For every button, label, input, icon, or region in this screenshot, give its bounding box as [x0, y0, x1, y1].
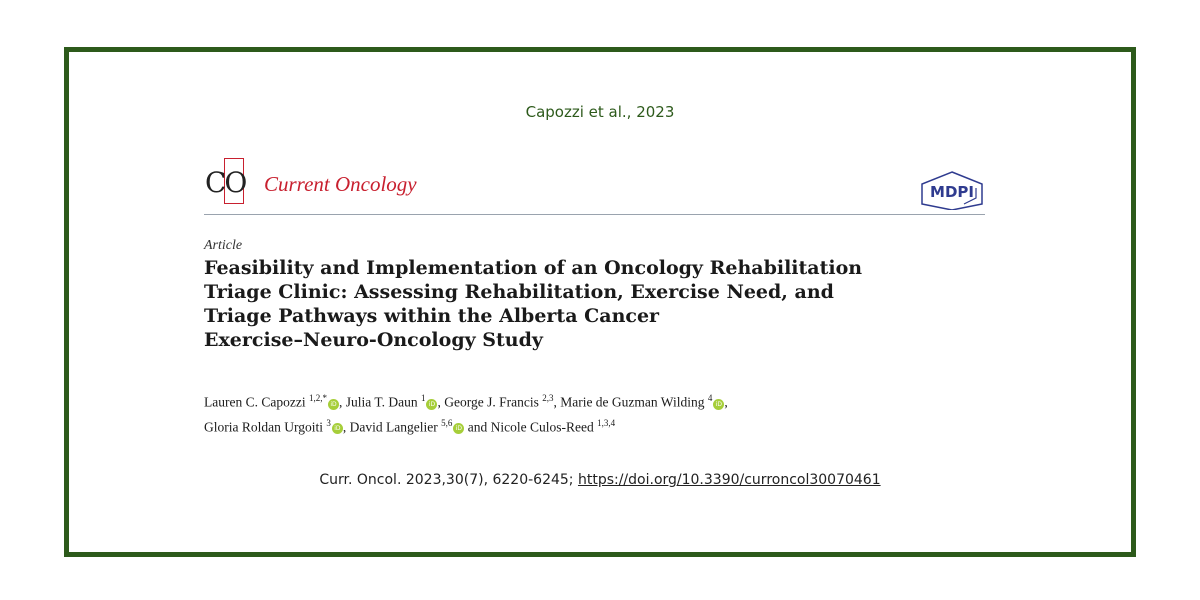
title-line: Feasibility and Implementation of an Oncology Rehabilitation	[204, 257, 863, 279]
title-line: Triage Pathways within the Alberta Cancer	[204, 305, 660, 327]
doi-link[interactable]: https://doi.org/10.3390/curroncol30070461	[577, 472, 881, 488]
author-affiliation: 1	[420, 393, 426, 403]
co-logo-letters: CO	[205, 166, 246, 199]
author-name: David Langelier	[349, 419, 438, 434]
author-separator: ,	[437, 394, 441, 410]
author-name: George J. Francis	[444, 394, 539, 410]
journal-logo	[205, 158, 445, 208]
title-line: Triage Clinic: Assessing Rehabilitation, Exercise Need, and	[204, 281, 834, 303]
author-name: Nicole Culos-Reed	[490, 419, 594, 434]
reference-text: Curr. Oncol. 2023,30(7), 6220-6245;	[319, 472, 574, 488]
citation-reference	[0, 472, 1200, 488]
publisher-name: MDPI	[930, 183, 974, 201]
author-name: Julia T. Daun	[345, 394, 418, 410]
orcid-icon[interactable]: iD	[332, 423, 343, 434]
author-conjunction: and	[467, 419, 488, 434]
author-list	[204, 388, 964, 437]
author-separator: ,	[342, 419, 347, 434]
header-divider	[204, 214, 985, 215]
author-name: Gloria Roldan Urgoiti	[204, 419, 323, 434]
author-name: Lauren C. Capozzi	[204, 394, 306, 410]
author-affiliation: 4	[707, 393, 713, 403]
author-separator: ,	[724, 394, 728, 410]
mdpi-logo-icon	[920, 170, 984, 210]
author-separator: ,	[553, 394, 557, 410]
article-title	[204, 256, 994, 352]
orcid-icon[interactable]: iD	[328, 399, 339, 410]
author-separator: ,	[338, 394, 343, 410]
author-affiliation: 2,3	[542, 393, 554, 403]
journal-name: Current Oncology	[264, 172, 417, 196]
short-citation: Capozzi et al., 2023	[525, 103, 675, 121]
author-affiliation: 5,6	[441, 417, 453, 428]
orcid-icon[interactable]: iD	[453, 423, 464, 434]
orcid-icon[interactable]: iD	[713, 399, 724, 410]
article-type: Article	[204, 238, 243, 253]
title-line: Exercise–Neuro-Oncology Study	[204, 329, 543, 351]
author-affiliation: 1,2,*	[308, 393, 327, 403]
author-affiliation: 3	[326, 417, 331, 428]
author-name: Marie de Guzman Wilding	[560, 394, 705, 410]
orcid-icon[interactable]: iD	[426, 399, 437, 410]
author-affiliation: 1,3,4	[597, 417, 616, 428]
